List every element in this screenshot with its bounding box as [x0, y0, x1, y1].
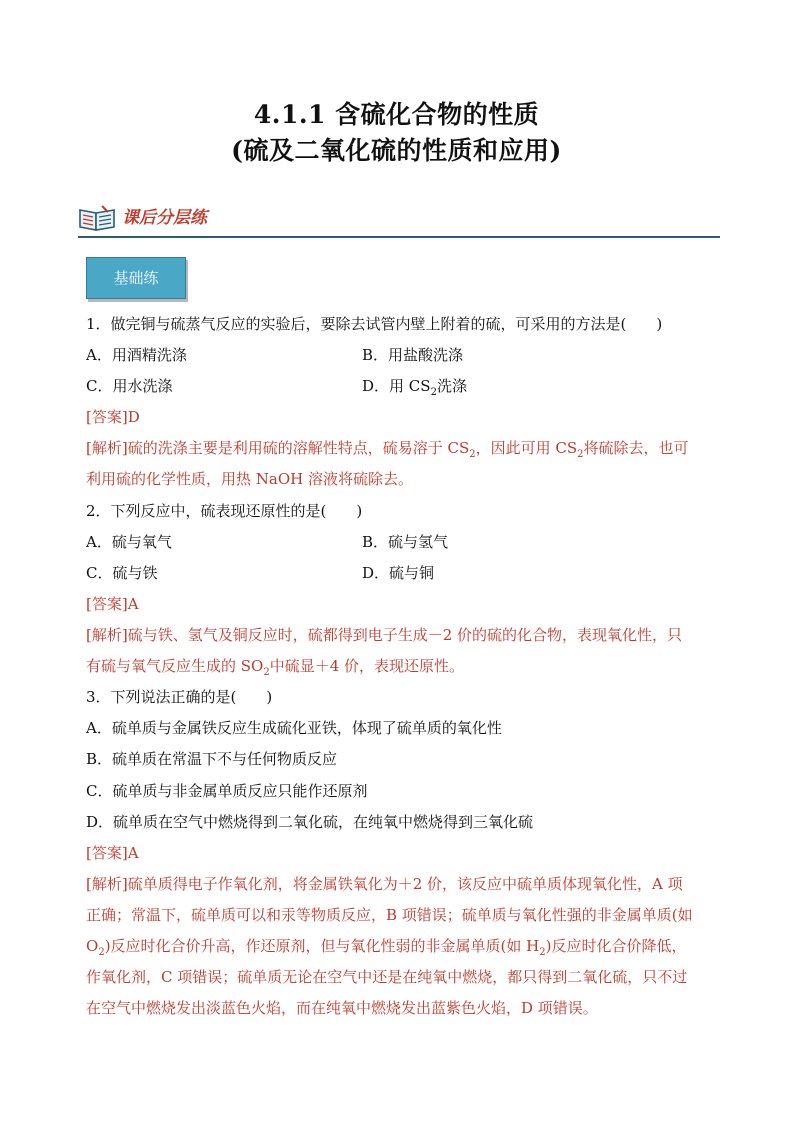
q3-option-a: A．硫单质与金属铁反应生成硫化亚铁，体现了硫单质的氧化性 — [86, 719, 502, 737]
q3-explanation-line1: [解析]硫单质得电子作氧化剂，将金属铁氧化为＋2 价，该反应中硫单质体现氧化性，A 项 — [86, 875, 683, 893]
q2-explanation-line1: [解析]硫与铁、氢气及铜反应时，硫都得到电子生成－2 价的硫的化合物，表现氧化性，只 — [86, 626, 683, 644]
q3-stem: 3．下列说法正确的是( ) — [86, 688, 273, 706]
q1-option-a: A．用酒精洗涤 — [86, 346, 187, 364]
q1-option-b: B．用盐酸洗涤 — [362, 346, 464, 364]
q1-stem: 1．做完铜与硫蒸气反应的实验后，要除去试管内壁上附着的硫，可采用的方法是( ) — [86, 315, 663, 333]
q1-explanation-line1: [解析]硫的洗涤主要是利用硫的溶解性特点，硫易溶于 $CS_2$，因此可用 $CS_2$将硫除去，也可 — [86, 439, 689, 460]
q2-option-c: C．硫与铁 — [86, 564, 158, 582]
q1-explanation-line2: 利用硫的化学性质，用热 NaOH 溶液将硫除去。 — [86, 470, 413, 488]
q2-option-d: D．硫与铜 — [362, 564, 435, 582]
q1-answer: [答案]D — [86, 408, 140, 426]
page-title: 4.1.1 含硫化合物的性质 — [253, 100, 540, 129]
q3-option-b: B．硫单质在常温下不与任何物质反应 — [86, 750, 338, 768]
q3-option-d: D．硫单质在空气中燃烧得到二氧化硫，在纯氧中燃烧得到三氧化硫 — [86, 813, 534, 831]
q3-explanation-line4: 作氧化剂，C 项错误；硫单质无论在空气中还是在纯氧中燃烧，都只得到二氧化硫，只不过 — [86, 968, 688, 986]
q1-option-c: C．用水洗涤 — [86, 377, 173, 395]
q3-explanation-line5: 在空气中燃烧发出淡蓝色火焰，而在纯氧中燃烧发出蓝紫色火焰，D 项错误。 — [86, 999, 598, 1017]
q2-stem: 2．下列反应中，硫表现还原性的是( ) — [86, 502, 363, 520]
q1-option-d: D．用 $CS_2$洗涤 — [362, 377, 467, 398]
q2-option-b: B．硫与氢气 — [362, 533, 449, 551]
q3-answer: [答案]A — [86, 844, 139, 862]
q2-explanation-line2: 有硫与氧气反应生成的 $SO_2$中硫显＋4 价，表现还原性。 — [86, 657, 465, 678]
section-header — [78, 200, 720, 238]
section-label: 课后分层练 — [122, 208, 207, 228]
q3-option-c: C．硫单质与非金属单质反应只能作还原剂 — [86, 782, 368, 800]
book-icon — [78, 204, 116, 236]
q3-explanation-line3: $O_2$)反应时化合价升高，作还原剂，但与氧化性弱的非金属单质(如 $H_2$)反应时化合价降低， — [86, 937, 687, 958]
level-tag: 基础练 — [86, 257, 186, 299]
q3-explanation-line2: 正确；常温下，硫单质可以和汞等物质反应，B 项错误；硫单质与氧化性强的非金属单质(如 — [86, 906, 693, 924]
q2-option-a: A．硫与氧气 — [86, 533, 172, 551]
page-subtitle: (硫及二氧化硫的性质和应用) — [231, 136, 562, 165]
q2-answer: [答案]A — [86, 595, 139, 613]
